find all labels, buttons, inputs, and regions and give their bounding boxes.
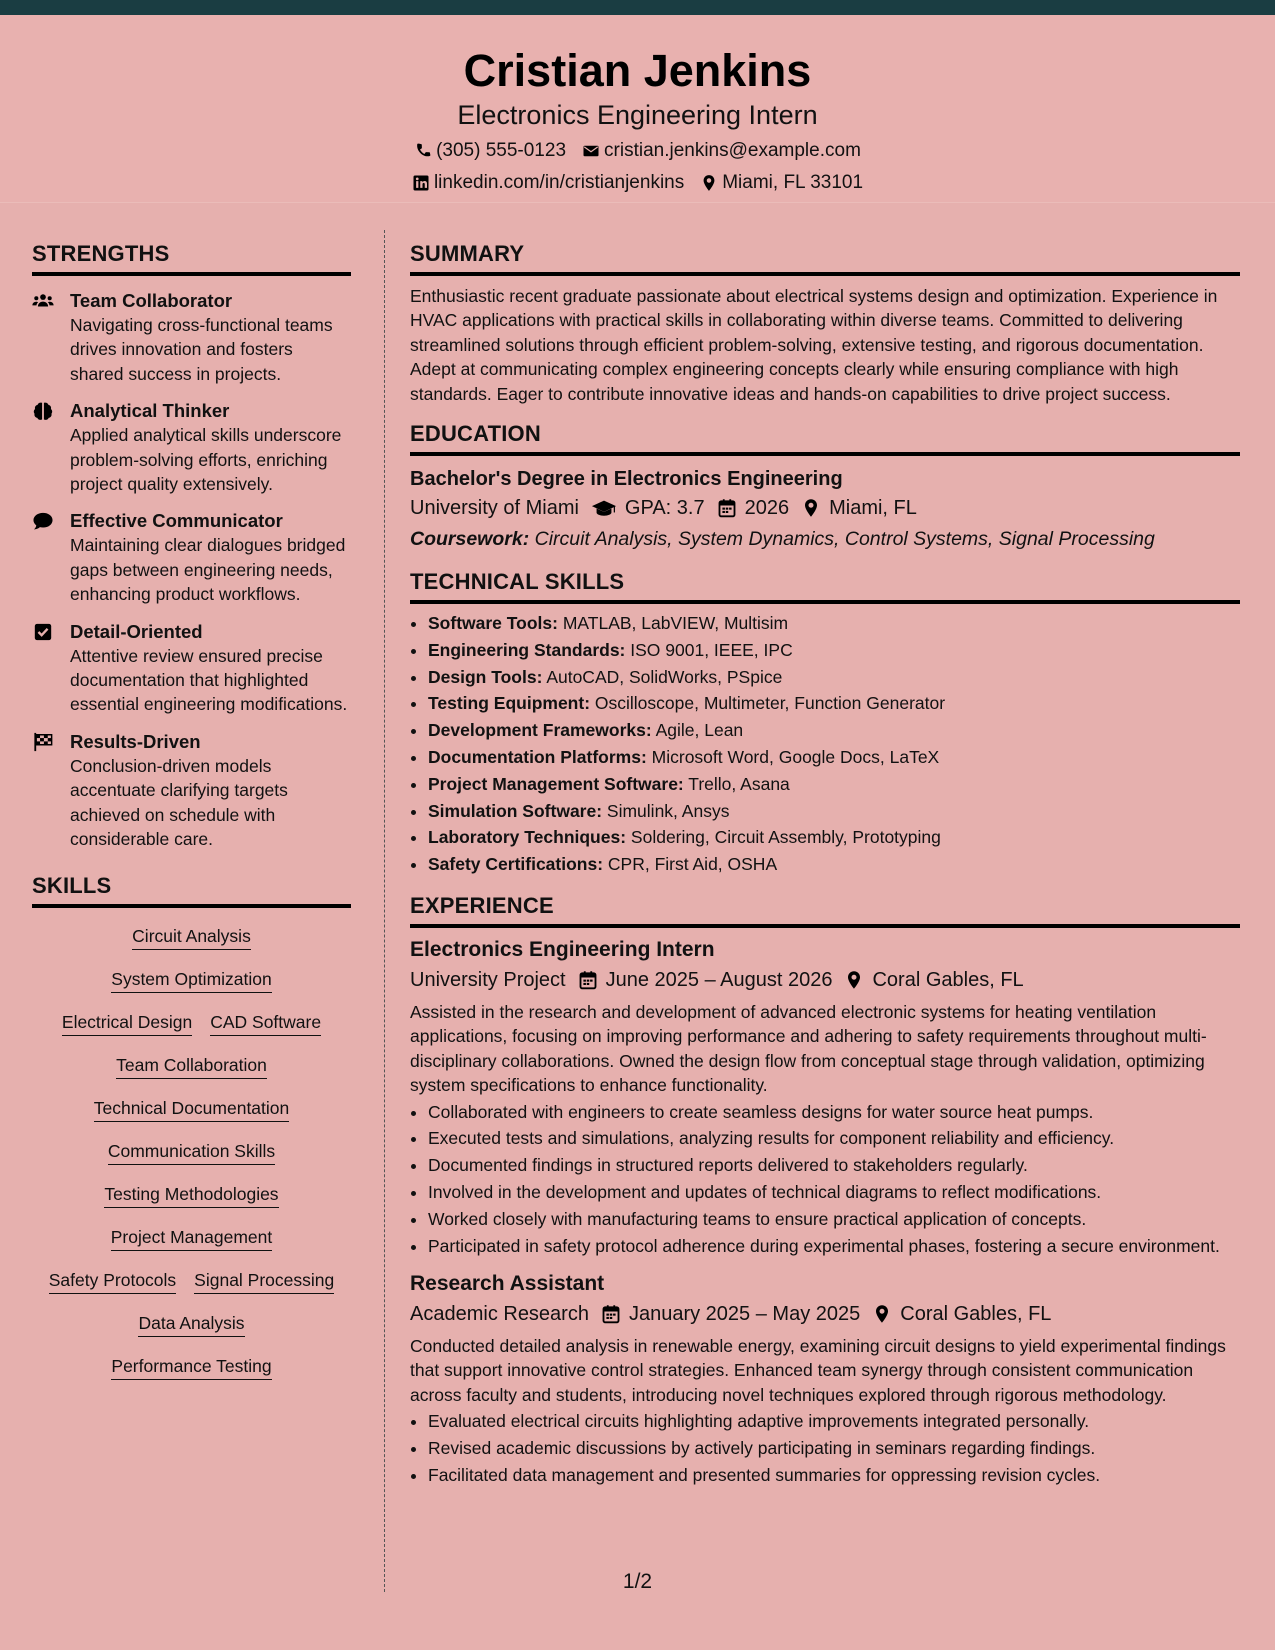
linkedin-icon	[412, 174, 430, 192]
technical-skills-title: TECHNICAL SKILLS	[410, 568, 1240, 604]
education-section	[410, 420, 1240, 554]
graduation-year: 2026	[744, 497, 790, 520]
strength-desc: Applied analytical skills underscore problem-solving efforts, enriching project quality extensively.	[70, 425, 342, 495]
skill-chip: Data Analysis	[138, 1311, 244, 1337]
skills-row	[32, 1174, 351, 1217]
candidate-role: Electronics Engineering Intern	[457, 100, 818, 130]
list-item: • Project Management Software: Trello, Asana	[428, 771, 1240, 798]
strength-title: Detail-Oriented	[70, 620, 203, 642]
strength-desc: Conclusion-driven models accentuate clarifying targets achieved on schedule with considerable care.	[70, 755, 288, 850]
map-pin-icon	[872, 1304, 892, 1324]
contact-line-2	[0, 167, 1275, 199]
list-item: • Documented findings in structured reports delivered to stakeholders regularly.	[428, 1153, 1240, 1177]
list-item: • Testing Equipment: Oscilloscope, Multimeter, Function Generator	[428, 690, 1240, 717]
skill-chip: Technical Documentation	[94, 1096, 290, 1122]
job-dates: June 2025 – August 2026	[605, 969, 833, 991]
skills-row	[32, 1217, 351, 1260]
skill-chip: Project Management	[111, 1225, 272, 1251]
resume-body	[0, 230, 1275, 1595]
email-text[interactable]: cristian.jenkins@example.com	[604, 140, 861, 161]
skill-chip: Communication Skills	[108, 1139, 275, 1165]
strength-title: Effective Communicator	[70, 510, 283, 532]
skill-chip: Signal Processing	[194, 1268, 334, 1294]
skills-row	[32, 1002, 351, 1045]
location-contact	[700, 167, 863, 199]
job-desc: Conducted detailed analysis in renewable energy, examining circuit designs to yield experimental findings that support innovative control strategies. Enhanced team synergy through consistent communication across faculty and students, introducing novel techniques explored through rigorous methodology.	[410, 1336, 1226, 1405]
skill-chip: Performance Testing	[111, 1354, 271, 1380]
school-name: University of Miami	[410, 497, 579, 520]
strength-title: Analytical Thinker	[70, 400, 230, 422]
page-number: 1/2	[622, 1570, 653, 1593]
list-item: • Worked closely with manufacturing teams to ensure practical application of concepts.	[428, 1207, 1240, 1231]
column-divider	[384, 230, 385, 1592]
strength-desc: Attentive review ensured precise documentation that highlighted essential engineering modifications.	[70, 645, 348, 715]
list-item: • Revised academic discussions by actively participating in seminars regarding findings.	[428, 1436, 1240, 1460]
left-column	[32, 240, 351, 1389]
skill-chip: Team Collaboration	[116, 1053, 267, 1079]
strength-item	[32, 620, 351, 717]
coursework-line	[410, 524, 1240, 554]
skill-chip: CAD Software	[210, 1010, 321, 1036]
list-item: • Design Tools: AutoCAD, SolidWorks, PSpice	[428, 664, 1240, 691]
skill-chip: Testing Methodologies	[104, 1182, 278, 1208]
strengths-title: STRENGTHS	[32, 240, 351, 276]
phone-text: (305) 555-0123	[436, 140, 567, 161]
job-bullets	[410, 1100, 1240, 1258]
education-location: Miami, FL	[829, 497, 917, 520]
strength-item	[32, 509, 351, 606]
strength-title: Team Collaborator	[70, 290, 233, 311]
job-meta	[410, 964, 1240, 996]
comment-icon	[32, 511, 54, 531]
location-text: Miami, FL 33101	[722, 172, 864, 193]
strength-item	[32, 289, 351, 386]
flag-checkered-icon	[32, 732, 54, 752]
experience-section	[410, 892, 1240, 1487]
technical-skills-section	[410, 568, 1240, 878]
strength-title: Results-Driven	[70, 730, 201, 752]
list-item: • Safety Certifications: CPR, First Aid, OSHA	[428, 851, 1240, 878]
list-item: • Engineering Standards: ISO 9001, IEEE, IPC	[428, 637, 1240, 664]
map-pin-icon	[844, 970, 864, 990]
skill-chip: Safety Protocols	[49, 1268, 176, 1294]
degree-title: Bachelor's Degree in Electronics Engineering	[410, 468, 843, 491]
job-org: University Project	[410, 969, 566, 991]
linkedin-text[interactable]: linkedin.com/in/cristianjenkins	[433, 172, 685, 193]
list-item: • Involved in the development and updates of technical diagrams to reflect modifications.	[428, 1180, 1240, 1204]
calendar-icon	[578, 970, 598, 990]
calendar-icon	[717, 498, 737, 518]
job-desc: Assisted in the research and development of advanced electronic systems for heating ventilation applications, focusing on improving performance and adhering to safety requirements throughout multi-disciplinary collaborations. Owned the design flow from conceptual stage through validation, optimizing system specifications to enhance functionality.	[410, 1002, 1207, 1096]
coursework-label: Coursework:	[410, 528, 530, 551]
gpa-text: GPA: 3.7	[624, 497, 705, 520]
skills-row	[32, 1088, 351, 1131]
job-location: Coral Gables, FL	[900, 1303, 1052, 1326]
skill-chip: System Optimization	[111, 967, 271, 993]
skills-row	[32, 1131, 351, 1174]
calendar-icon	[601, 1304, 621, 1324]
job-location: Coral Gables, FL	[872, 969, 1024, 991]
skills-row	[32, 916, 351, 959]
email-contact[interactable]	[582, 135, 861, 167]
checkbox-icon	[32, 622, 54, 642]
skills-title: SKILLS	[32, 872, 351, 908]
technical-skills-list	[410, 610, 1240, 878]
list-item: • Documentation Platforms: Microsoft Word, Google Docs, LaTeX	[428, 744, 1240, 771]
brain-icon	[32, 401, 54, 421]
list-item: • Laboratory Techniques: Soldering, Circuit Assembly, Prototyping	[428, 824, 1240, 851]
list-item: • Development Frameworks: Agile, Lean	[428, 717, 1240, 744]
job-title: Research Assistant	[410, 1272, 605, 1296]
job-meta	[410, 1298, 1240, 1330]
summary-text: Enthusiastic recent graduate passionate about electrical systems design and optimization. Experience in HVAC applications with practical skills in collaborating within diverse teams. Committed to delivering streamlined solutions through efficient problem-solving, extensive testing, and rigorous documentation. Adept at communicating complex engineering concepts clearly while ensuring compliance with high standards. Eager to contribute innovative ideas and hands-on capabilities to drive project success.	[410, 286, 1218, 404]
education-meta	[410, 492, 1240, 524]
job-org: Academic Research	[410, 1303, 589, 1326]
users-icon	[32, 291, 54, 311]
summary-title: SUMMARY	[410, 240, 1240, 276]
education-title: EDUCATION	[410, 420, 1240, 456]
list-item: • Software Tools: MATLAB, LabVIEW, Multisim	[428, 610, 1240, 637]
list-item: • Evaluated electrical circuits highlighting adaptive improvements integrated personally.	[428, 1409, 1240, 1433]
coursework-text: Circuit Analysis, System Dynamics, Control Systems, Signal Processing	[534, 528, 1155, 551]
skill-chip: Circuit Analysis	[132, 924, 251, 950]
phone-contact	[414, 135, 566, 167]
envelope-icon	[582, 142, 600, 160]
list-item: • Simulation Software: Simulink, Ansys	[428, 798, 1240, 825]
contact-line-1	[0, 135, 1275, 167]
skill-chip: Electrical Design	[62, 1010, 192, 1036]
map-pin-icon	[700, 174, 718, 192]
skills-row	[32, 959, 351, 1002]
job-title: Electronics Engineering Intern	[410, 938, 715, 961]
right-column	[410, 240, 1240, 1490]
skills-list	[32, 916, 351, 1389]
skills-row	[32, 1346, 351, 1389]
job-bullets	[410, 1409, 1240, 1487]
map-pin-icon	[801, 498, 821, 518]
phone-icon	[414, 142, 432, 160]
candidate-name: Cristian Jenkins	[463, 45, 812, 96]
skills-row	[32, 1045, 351, 1088]
top-bar	[0, 0, 1275, 15]
graduation-cap-icon	[591, 498, 617, 518]
list-item: • Collaborated with engineers to create seamless designs for water source heat pumps.	[428, 1100, 1240, 1124]
strength-item	[32, 399, 351, 496]
strength-item	[32, 730, 351, 852]
list-item: • Participated in safety protocol adherence during experimental phases, fostering a secure environment.	[428, 1234, 1240, 1258]
linkedin-contact[interactable]	[412, 167, 684, 199]
resume-header	[0, 15, 1275, 203]
strength-desc: Maintaining clear dialogues bridged gaps between engineering needs, enhancing product workflows.	[70, 535, 346, 605]
list-item: • Executed tests and simulations, analyzing results for component reliability and efficiency.	[428, 1126, 1240, 1150]
job-dates: January 2025 – May 2025	[628, 1303, 861, 1326]
strength-desc: Navigating cross-functional teams drives innovation and fosters shared success in projects.	[70, 315, 333, 384]
skills-row	[32, 1260, 351, 1303]
experience-title: EXPERIENCE	[410, 892, 1240, 928]
skills-row	[32, 1303, 351, 1346]
list-item: • Facilitated data management and presented summaries for oppressing revision cycles.	[428, 1463, 1240, 1487]
